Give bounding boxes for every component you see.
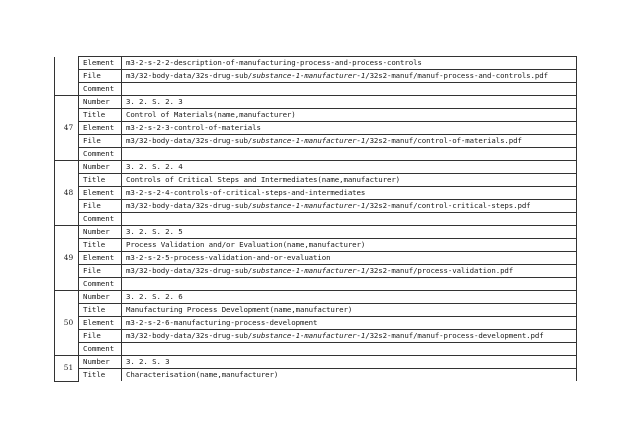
field-label: File <box>79 135 122 148</box>
table-row <box>55 187 577 200</box>
field-label: Comment <box>79 148 122 161</box>
table-row <box>55 252 577 265</box>
table-row <box>55 109 577 122</box>
file-path-segment: m3/32-body-data/32s-drug-sub/ <box>126 266 253 275</box>
file-path-segment: /32s2-manuf/control-critical-steps.pdf <box>365 201 531 210</box>
field-label: Comment <box>79 278 122 291</box>
field-value: m3-2-s-2-3-control-of-materials <box>122 122 577 135</box>
field-value: Manufacturing Process Development(name,manufacturer) <box>122 304 577 317</box>
field-label: File <box>79 70 122 83</box>
field-label: File <box>79 330 122 343</box>
field-label: Title <box>79 304 122 317</box>
field-value <box>122 200 577 213</box>
file-path-italic-segment: substance-1-manufacturer-1 <box>252 331 366 340</box>
field-value: m3-2-s-2-4-controls-of-critical-steps-and-intermediates <box>122 187 577 200</box>
field-value <box>122 265 577 278</box>
row-index: 51 <box>55 356 79 382</box>
table-row <box>55 174 577 187</box>
field-value: 3. 2. S. 2. 4 <box>122 161 577 174</box>
row-index: 49 <box>55 226 79 291</box>
field-value: Control of Materials(name,manufacturer) <box>122 109 577 122</box>
table-row <box>55 122 577 135</box>
field-label: Title <box>79 109 122 122</box>
row-index <box>55 57 79 96</box>
field-label: Comment <box>79 343 122 356</box>
file-path-italic-segment: substance-1-manufacturer-1 <box>252 136 366 145</box>
file-path-segment: /32s2-manuf/control-of-materials.pdf <box>365 136 522 145</box>
field-label: Number <box>79 161 122 174</box>
file-path-italic-segment: substance-1-manufacturer-1 <box>252 201 366 210</box>
table-row <box>55 213 577 226</box>
spec-table <box>54 56 577 382</box>
file-path-segment: m3/32-body-data/32s-drug-sub/ <box>126 136 253 145</box>
field-value: m3-2-s-2-2-description-of-manufacturing-process-and-process-controls <box>122 57 577 70</box>
spec-table-body <box>55 57 577 382</box>
table-row <box>55 83 577 96</box>
field-label: Element <box>79 252 122 265</box>
table-row <box>55 239 577 252</box>
file-path-segment: /32s2-manuf/manuf-process-and-controls.pdf <box>365 71 548 80</box>
table-row <box>55 226 577 239</box>
row-index: 48 <box>55 161 79 226</box>
field-value <box>122 278 577 291</box>
table-row <box>55 148 577 161</box>
field-label: Number <box>79 96 122 109</box>
field-value: m3-2-s-2-6-manufacturing-process-development <box>122 317 577 330</box>
field-value <box>122 343 577 356</box>
field-value: Process Validation and/or Evaluation(name,manufacturer) <box>122 239 577 252</box>
table-row <box>55 356 577 369</box>
table-row <box>55 57 577 70</box>
file-path-segment: m3/32-body-data/32s-drug-sub/ <box>126 71 253 80</box>
field-value: 3. 2. S. 3 <box>122 356 577 369</box>
file-path-segment: /32s2-manuf/process-validation.pdf <box>365 266 514 275</box>
file-path-italic-segment: substance-1-manufacturer-1 <box>252 71 366 80</box>
field-value <box>122 70 577 83</box>
field-value <box>122 213 577 226</box>
table-row <box>55 369 577 382</box>
field-label: File <box>79 200 122 213</box>
table-row <box>55 200 577 213</box>
table-row <box>55 161 577 174</box>
field-label: Title <box>79 174 122 187</box>
file-path-italic-segment: substance-1-manufacturer-1 <box>252 266 366 275</box>
field-value: Controls of Critical Steps and Intermediates(name,manufacturer) <box>122 174 577 187</box>
field-label: Title <box>79 369 122 382</box>
table-row <box>55 70 577 83</box>
table-row <box>55 343 577 356</box>
table-row <box>55 330 577 343</box>
field-label: Comment <box>79 83 122 96</box>
table-row <box>55 317 577 330</box>
field-label: Number <box>79 356 122 369</box>
file-path-segment: m3/32-body-data/32s-drug-sub/ <box>126 331 253 340</box>
field-label: Number <box>79 226 122 239</box>
field-label: Element <box>79 187 122 200</box>
field-value: 3. 2. S. 2. 3 <box>122 96 577 109</box>
field-value: 3. 2. S. 2. 6 <box>122 291 577 304</box>
table-row <box>55 265 577 278</box>
field-value <box>122 83 577 96</box>
field-label: Element <box>79 57 122 70</box>
field-value <box>122 148 577 161</box>
field-value: 3. 2. S. 2. 5 <box>122 226 577 239</box>
row-index: 50 <box>55 291 79 356</box>
table-row <box>55 96 577 109</box>
file-path-segment: m3/32-body-data/32s-drug-sub/ <box>126 201 253 210</box>
table-row <box>55 291 577 304</box>
field-value <box>122 135 577 148</box>
field-label: Comment <box>79 213 122 226</box>
table-row <box>55 135 577 148</box>
field-label: Title <box>79 239 122 252</box>
field-value <box>122 330 577 343</box>
table-row <box>55 278 577 291</box>
field-label: Element <box>79 317 122 330</box>
table-row <box>55 304 577 317</box>
field-value: m3-2-s-2-5-process-validation-and-or-evaluation <box>122 252 577 265</box>
field-value: Characterisation(name,manufacturer) <box>122 369 577 382</box>
row-index: 47 <box>55 96 79 161</box>
field-label: Element <box>79 122 122 135</box>
file-path-segment: /32s2-manuf/manuf-process-development.pdf <box>365 331 544 340</box>
field-label: File <box>79 265 122 278</box>
field-label: Number <box>79 291 122 304</box>
